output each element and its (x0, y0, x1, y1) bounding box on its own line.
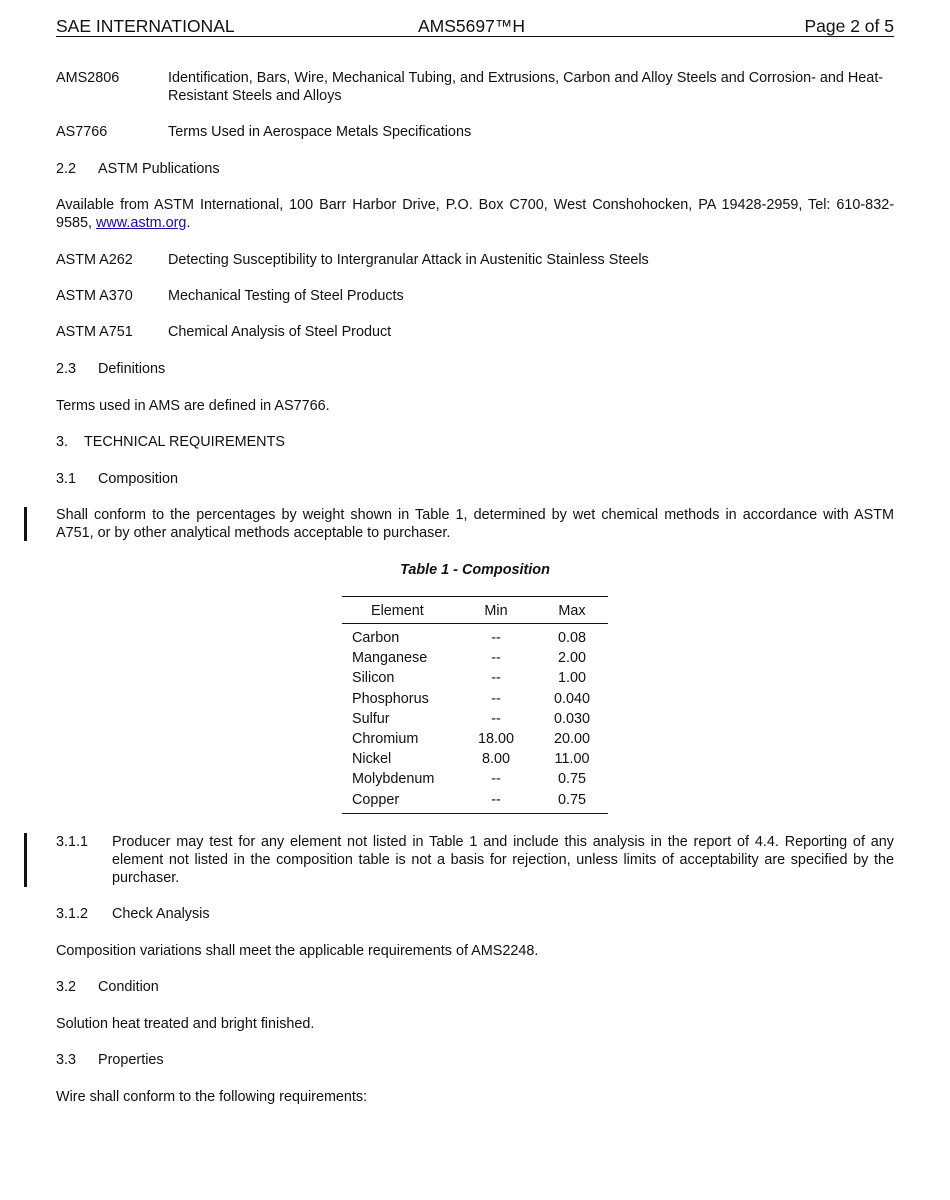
element-cell: Carbon (352, 630, 400, 646)
properties-paragraph: Wire shall conform to the following requirements: (56, 1089, 368, 1105)
table-body (342, 624, 608, 813)
reference-astm-a370 (56, 287, 894, 305)
reference-title: Detecting Susceptibility to Intergranular Attack in Austenitic Stainless Steels (168, 252, 649, 268)
column-header-element: Element (371, 603, 424, 619)
min-cell: -- (491, 650, 501, 667)
reference-title: Identification, Bars, Wire, Mechanical Tubing, and Extrusions, Carbon and Alloy Steels and Corrosion- and Heat-Resistant Steels and Alloys (168, 70, 884, 104)
element-cell: Manganese (352, 650, 428, 667)
min-cell: -- (491, 710, 501, 727)
element-cell: Phosphorus (352, 690, 429, 707)
table-row (342, 791, 608, 811)
max-cell: 0.08 (557, 630, 586, 646)
section-number: 3.1 (56, 471, 77, 487)
section-number: 2.3 (56, 361, 77, 377)
section-3-1-heading (56, 470, 894, 488)
max-cell: 0.75 (557, 771, 586, 788)
revision-change-bar (24, 507, 27, 541)
table-row (342, 770, 608, 790)
section-number: 3.3 (56, 1052, 77, 1068)
reference-as7766 (56, 123, 894, 141)
reference-astm-a751 (56, 323, 894, 341)
header-org: SAE INTERNATIONAL (56, 16, 235, 36)
max-cell: 20.00 (553, 730, 590, 747)
element-cell: Copper (352, 791, 400, 808)
reference-title: Terms Used in Aerospace Metals Specifications (168, 124, 472, 140)
table-row (342, 669, 608, 689)
section-title: Condition (98, 979, 159, 995)
header-doc-number: AMS5697™H (418, 16, 525, 36)
section-number: 2.2 (56, 161, 77, 177)
reference-code: AS7766 (56, 124, 108, 140)
reference-title: Mechanical Testing of Steel Products (168, 288, 404, 304)
section-3-heading (56, 433, 894, 451)
table-row (342, 649, 608, 669)
section-2-2-heading (56, 160, 894, 178)
column-header-max: Max (558, 603, 586, 619)
composition-table (342, 596, 608, 814)
check-analysis-paragraph: Composition variations shall meet the applicable requirements of AMS2248. (56, 943, 539, 959)
min-cell: 8.00 (481, 751, 510, 768)
definitions-paragraph: Terms used in AMS are defined in AS7766. (56, 398, 330, 414)
min-cell: 18.00 (477, 730, 514, 747)
section-3-2-heading (56, 978, 894, 996)
min-cell: -- (491, 690, 501, 707)
max-cell: 0.040 (553, 690, 590, 707)
max-cell: 1.00 (557, 670, 586, 687)
section-text: Producer may test for any element not listed in Table 1 and include this analysis in the report of 4.4. Reporting of any element not listed in the composition table is not a basis for rejection, unless limits of acceptability are specified by the purchaser. (112, 834, 894, 886)
max-cell: 0.75 (557, 791, 586, 808)
section-2-3-heading (56, 360, 894, 378)
astm-availability-end: . (186, 215, 191, 231)
max-cell: 11.00 (554, 751, 590, 768)
min-cell: -- (491, 791, 501, 808)
reference-code: ASTM A751 (56, 324, 133, 340)
column-header-min: Min (484, 603, 508, 619)
section-number: 3.1.2 (56, 906, 89, 922)
min-cell: -- (491, 771, 501, 788)
element-cell: Molybdenum (352, 771, 435, 788)
table-row (342, 690, 608, 710)
section-3-1-1-paragraph (56, 833, 894, 887)
reference-code: ASTM A262 (56, 252, 133, 268)
section-title: Check Analysis (112, 906, 210, 922)
section-title: ASTM Publications (98, 161, 220, 177)
reference-astm-a262 (56, 251, 894, 269)
max-cell: 0.030 (553, 710, 590, 727)
section-3-1-2-heading (56, 905, 894, 923)
section-3-3-heading (56, 1051, 894, 1069)
section-number: 3.1.1 (56, 834, 89, 850)
element-cell: Sulfur (352, 710, 390, 727)
header-page-number: Page 2 of 5 (804, 16, 894, 36)
condition-paragraph: Solution heat treated and bright finished. (56, 1016, 315, 1032)
reference-code: AMS2806 (56, 70, 120, 86)
reference-ams2806 (56, 69, 894, 105)
table-row (342, 750, 608, 770)
section-title: TECHNICAL REQUIREMENTS (84, 434, 285, 450)
table-row (342, 730, 608, 750)
table-header-row (342, 597, 608, 624)
max-cell: 2.00 (557, 650, 586, 667)
table-row (342, 710, 608, 730)
revision-change-bar (24, 833, 27, 887)
table-title: Table 1 - Composition (400, 562, 550, 578)
astm-availability-text: Available from ASTM International, 100 Barr Harbor Drive, P.O. Box C700, West Conshohocken, PA 19428-2959, Tel: 610-832-9585, (56, 197, 894, 231)
section-title: Definitions (98, 361, 166, 377)
section-number: 3. (56, 434, 69, 450)
astm-availability-paragraph (56, 196, 894, 232)
reference-code: ASTM A370 (56, 288, 133, 304)
reference-title: Chemical Analysis of Steel Product (168, 324, 392, 340)
element-cell: Silicon (352, 670, 395, 687)
section-title: Composition (98, 471, 178, 487)
min-cell: -- (491, 630, 501, 646)
min-cell: -- (491, 670, 501, 687)
composition-paragraph: Shall conform to the percentages by weight shown in Table 1, determined by wet chemical methods in accordance with ASTM A751, or by other analytical methods acceptable to purchaser. (56, 507, 894, 541)
element-cell: Nickel (352, 751, 392, 768)
page-header (56, 16, 894, 37)
section-number: 3.2 (56, 979, 77, 995)
table-row (342, 629, 608, 649)
element-cell: Chromium (352, 730, 419, 747)
section-title: Properties (98, 1052, 164, 1068)
astm-website-link[interactable]: www.astm.org (96, 215, 187, 231)
